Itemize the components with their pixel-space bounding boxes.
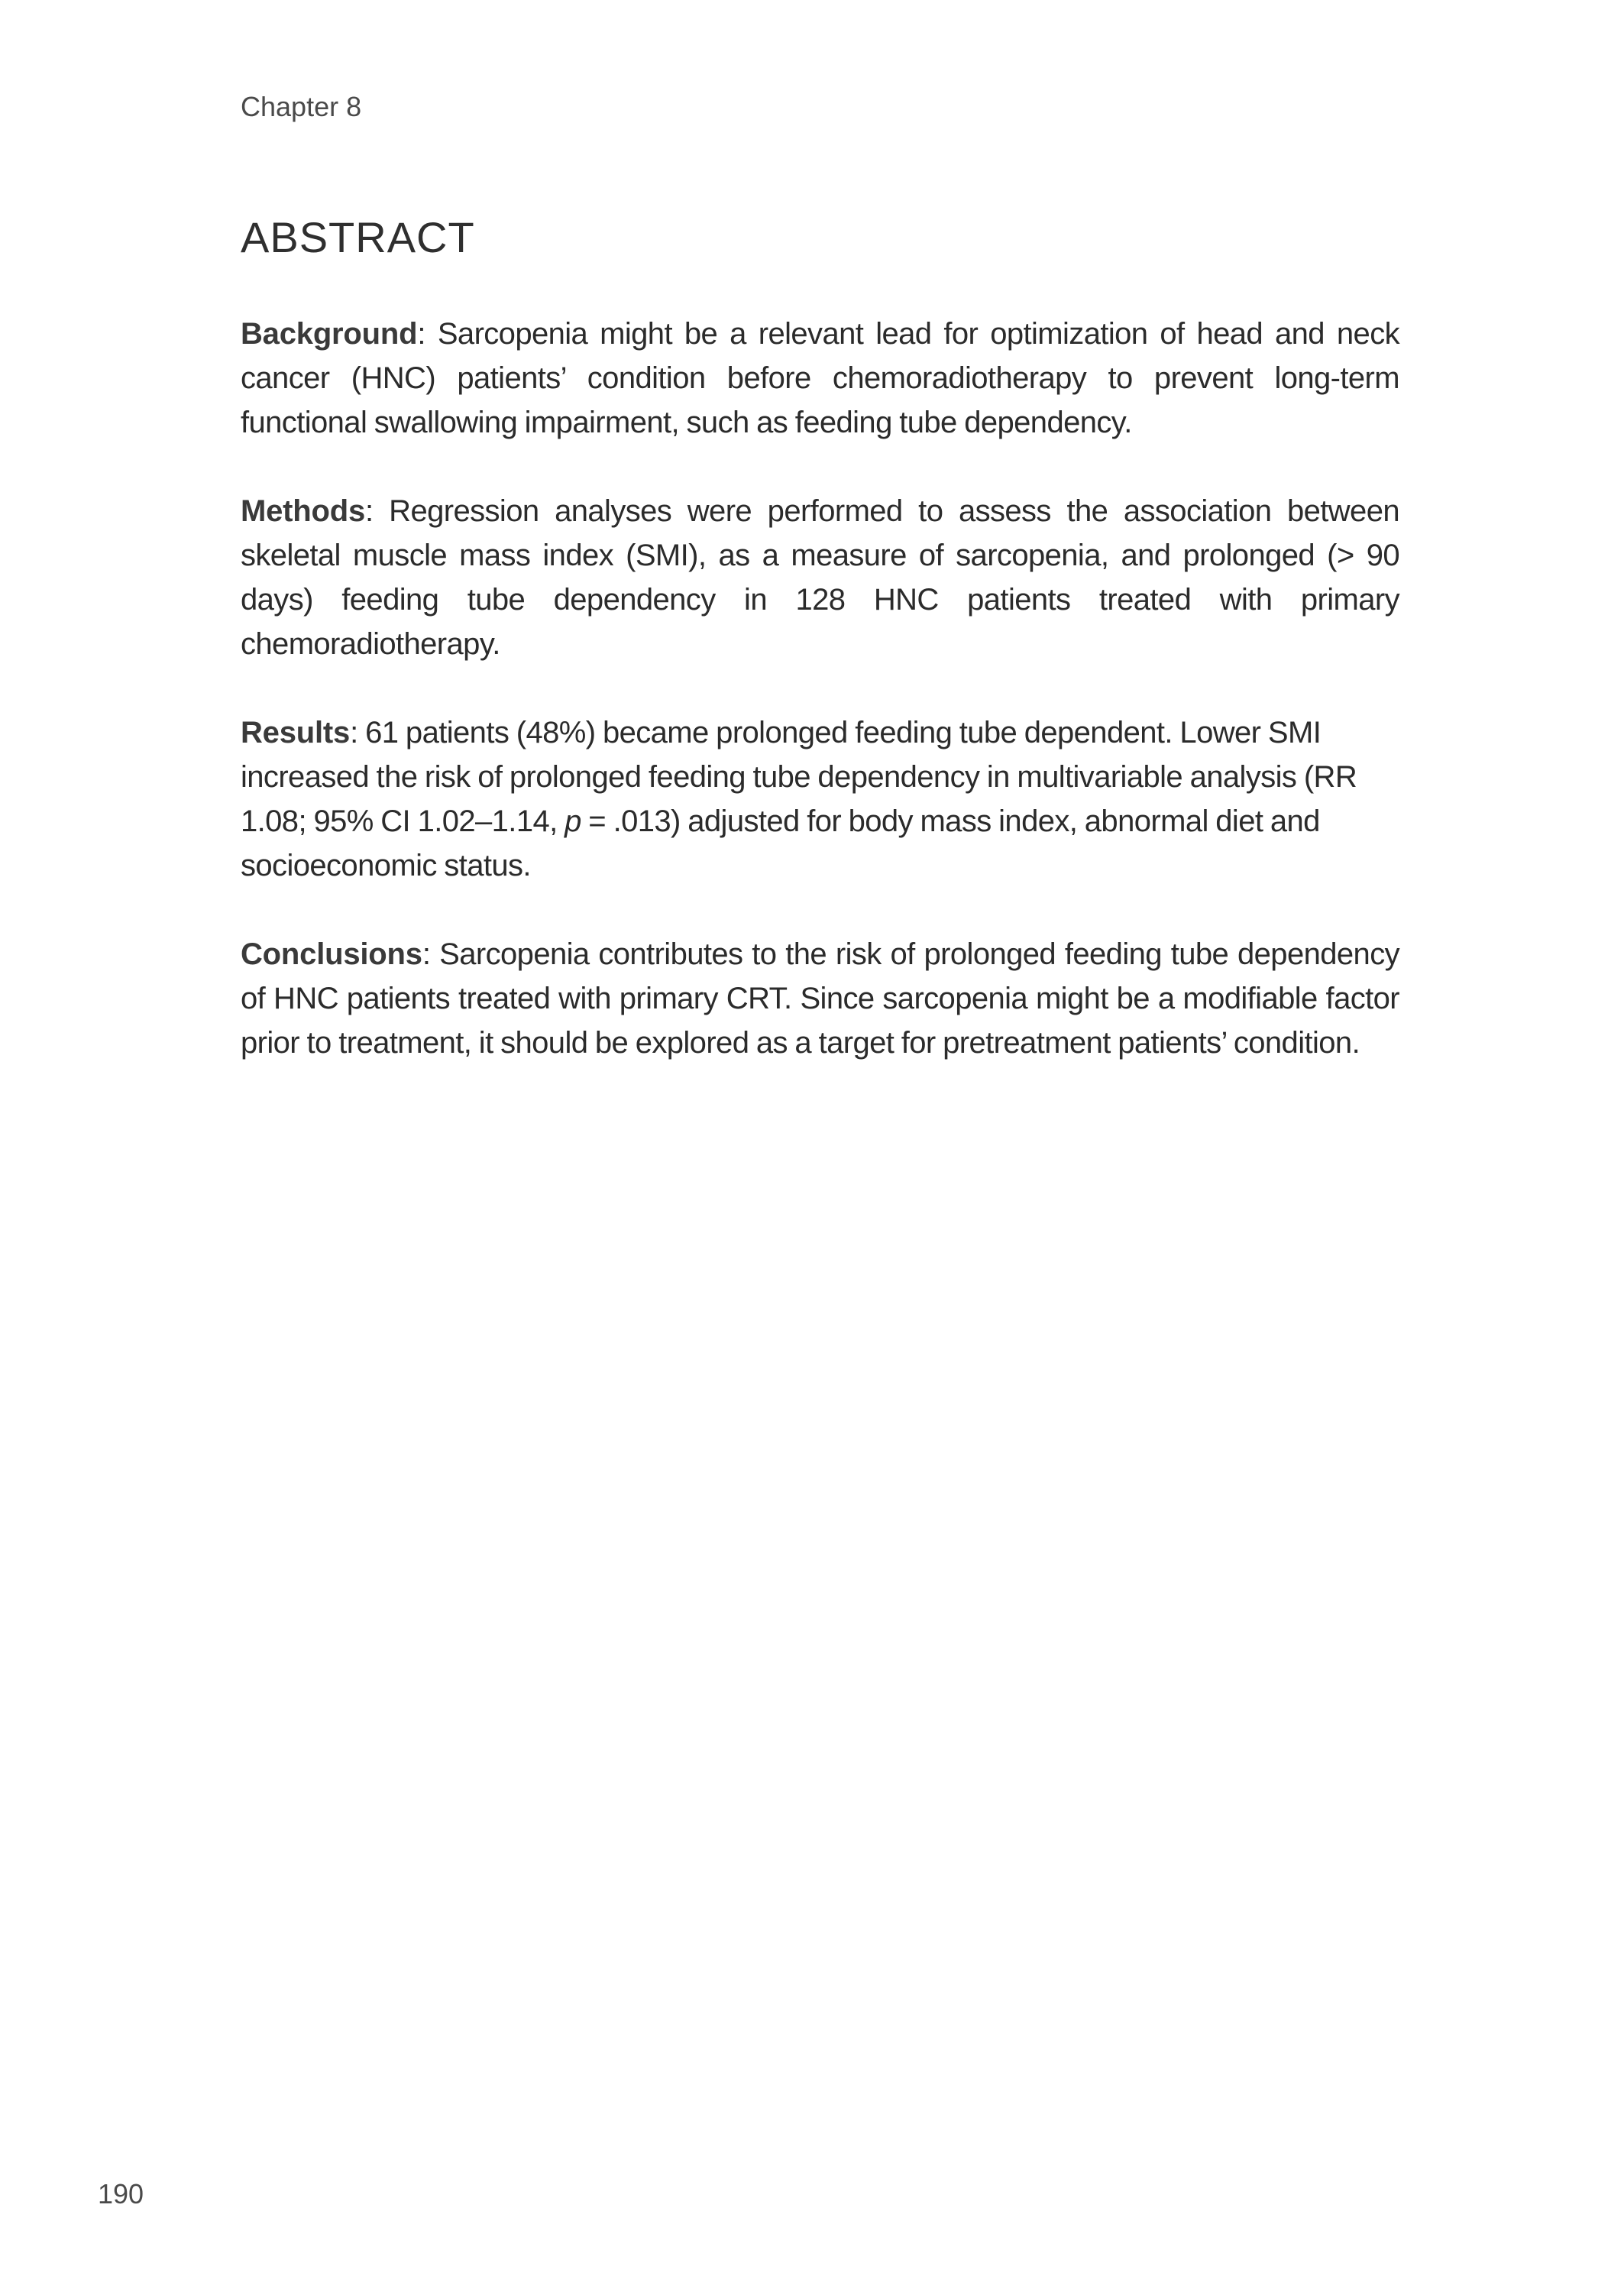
background-text: Sarcopenia might be a relevant lead for optimization of head and neck cancer (HNC) patients’ condition before chemoradiotherapy to prevent long-term functional swallowing impairment, such as feeding tube dependency. (241, 317, 1399, 439)
background-paragraph (241, 312, 1399, 445)
conclusions-paragraph (241, 932, 1399, 1065)
conclusions-text: Sarcopenia contributes to the risk of prolonged feeding tube dependency of HNC patients treated with primary CRT. Since sarcopenia might be a modifiable factor prior to treatment, it should be explored as a target for pretreatment patients’ condition. (241, 937, 1399, 1060)
methods-text: Regression analyses were performed to assess the association between skeletal muscle mass index (SMI), as a measure of sarcopenia, and prolonged (> 90 days) feeding tube dependency in 128 HNC patients treated with primary chemoradiotherapy. (241, 494, 1399, 661)
abstract-body (241, 312, 1399, 1109)
running-head: Chapter 8 (241, 91, 362, 122)
methods-paragraph (241, 489, 1399, 666)
abstract-heading: ABSTRACT (241, 213, 475, 261)
background-label: Background (241, 317, 418, 351)
background-separator: : (417, 317, 425, 351)
results-paragraph (241, 711, 1399, 888)
page-number: 190 (98, 2178, 144, 2209)
results-text-after-italic: = .013) adjusted for body mass index, abnormal diet and socioeconomic status. (241, 804, 1320, 882)
results-text-before-italic: 61 patients (48%) became prolonged feeding tube dependent. Lower SMI increased the risk of prolonged feeding tube dependency in multivariable analysis (RR 1.08; 95% CI 1.02–1.14, (241, 716, 1357, 838)
results-separator: : (350, 716, 358, 749)
conclusions-separator: : (422, 937, 431, 971)
results-label: Results (241, 716, 351, 749)
methods-separator: : (365, 494, 374, 528)
results-p-value-symbol: p (565, 804, 581, 838)
methods-label: Methods (241, 494, 366, 528)
conclusions-label: Conclusions (241, 937, 422, 971)
